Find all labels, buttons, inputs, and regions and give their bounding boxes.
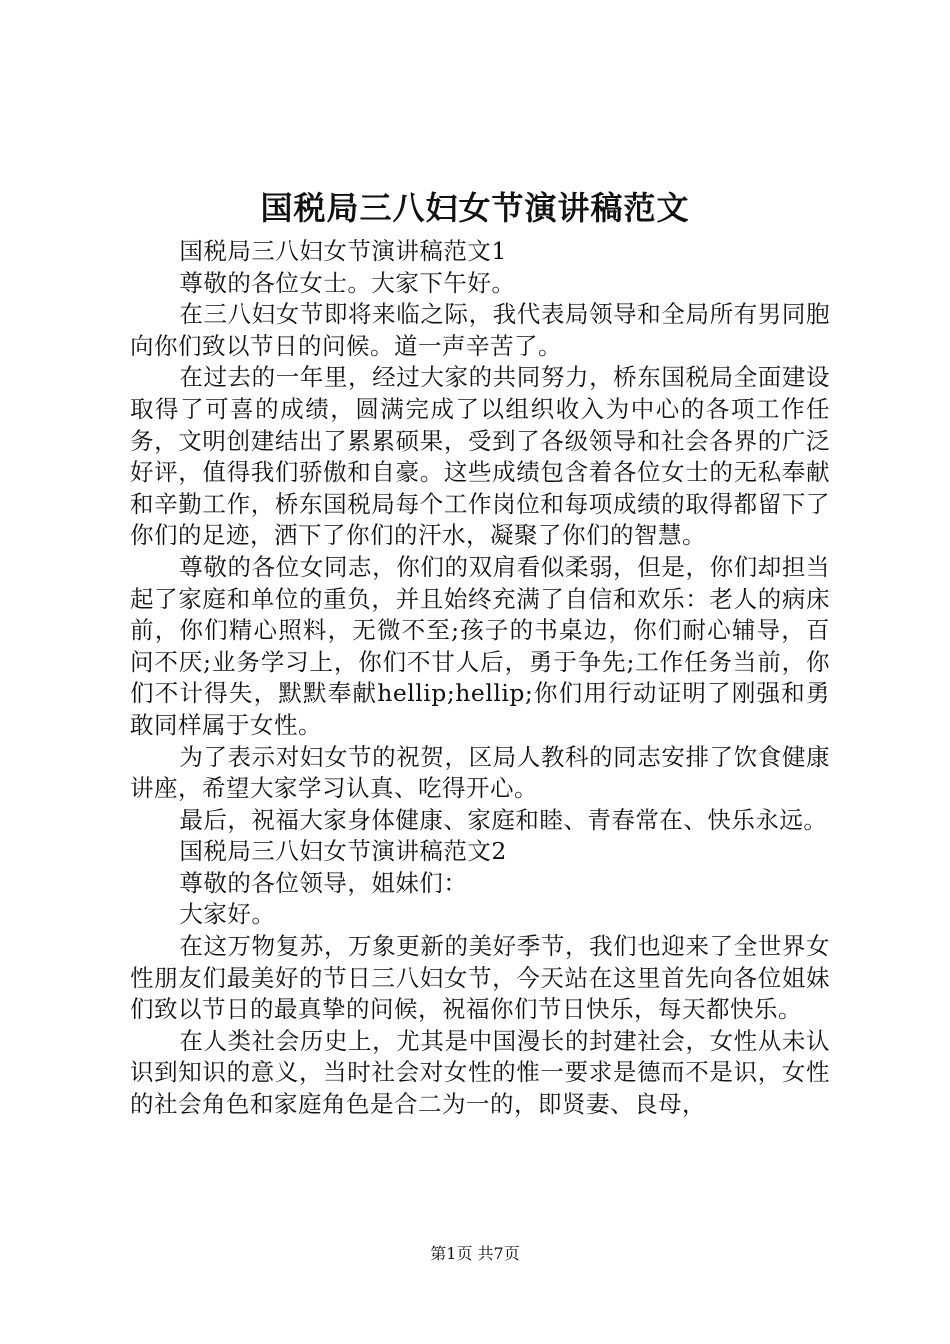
paragraph: 在三八妇女节即将来临之际，我代表局领导和全局所有男同胞向你们致以节日的问候。道一声辛苦了。 bbox=[130, 300, 830, 360]
document-body bbox=[130, 236, 830, 1121]
paragraph: 尊敬的各位领导，姐妹们： bbox=[179, 868, 468, 897]
paragraph: 为了表示对妇女节的祝贺，区局人教科的同志安排了饮食健康讲座，希望大家学习认真、吃得开心。 bbox=[130, 742, 830, 803]
paragraph: 大家好。 bbox=[179, 900, 276, 929]
paragraph: 最后，祝福大家身体健康、家庭和睦、青春常在、快乐永远。 bbox=[179, 805, 828, 834]
paragraph: 在人类社会历史上，尤其是中国漫长的封建社会，女性从未认识到知识的意义，当时社会对女性的惟一要求是德而不是识，女性的社会角色和家庭角色是合二为一的，即贤妻、良母， bbox=[130, 1026, 830, 1119]
paragraph: 在过去的一年里，经过大家的共同努力，桥东国税局全面建设取得了可喜的成绩，圆满完成了以组织收入为中心的各项工作任务，文明创建结出了累累硕果，受到了各级领导和社会各界的广泛好评，值得我们骄傲和自豪。这些成绩包含着各位女士的无私奉献和辛勤工作，桥东国税局每个工作岗位和每项成绩的取得都留下了你们的足迹，洒下了你们的汗水，凝聚了你们的智慧。 bbox=[130, 363, 830, 550]
paragraph: 在这万物复苏，万象更新的美好季节，我们也迎来了全世界女性朋友们最美好的节日三八妇女节，今天站在这里首先向各位姐妹们致以节日的最真挚的问候，祝福你们节日快乐，每天都快乐。 bbox=[130, 932, 830, 1024]
paragraph: 尊敬的各位女士。大家下午好。 bbox=[179, 268, 516, 297]
paragraph: 国税局三八妇女节演讲稿范文1 bbox=[179, 237, 507, 265]
page-number-footer: 第1页 共7页 bbox=[430, 1244, 520, 1263]
document-title: 国税局三八妇女节演讲稿范文 bbox=[260, 189, 690, 227]
paragraph: 国税局三八妇女节演讲稿范文2 bbox=[179, 837, 507, 866]
paragraph: 尊敬的各位女同志，你们的双肩看似柔弱，但是，你们却担当起了家庭和单位的重负，并且始终充满了自信和欢乐：老人的病床前，你们精心照料，无微不至;孩子的书桌边，你们耐心辅导，百问不厌;业务学习上，你们不甘人后，勇于争先;工作任务当前，你们不计得失，默默奉献hellip;hellip;你们用行动证明了刚强和勇敢同样属于女性。 bbox=[130, 552, 830, 739]
